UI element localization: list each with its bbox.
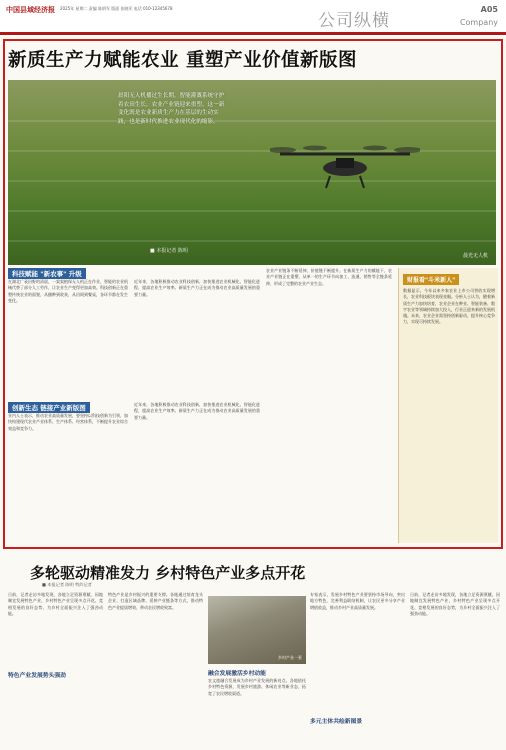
- section-subtitle: Company: [459, 18, 498, 27]
- second-subhead-3: 多元主体共绘新图景: [310, 719, 363, 725]
- second-photo: [208, 596, 306, 664]
- lead-headline: 新质生产力赋能农业 重塑产业价值新版图: [8, 50, 357, 71]
- lead-photo: [8, 80, 496, 265]
- lead-byline: ■ 本报记者 陈明: [150, 248, 188, 254]
- lead-subhead-2: 创新生态 链接产业新版图: [8, 402, 90, 413]
- lead-body-col5: 近年来，各地积极推动农业科技创新，加快推进农业机械化、智能化进程，提高农业生产效率。新质生产力正在成为推动农业高质量发展的重要力量。: [134, 402, 260, 420]
- lead-body-col3: 农业产业链条不断延伸，价值链不断提升。在新质生产力的赋能下，农业产业链正在重塑，从单一的生产环节向加工、流通、销售等全链条延伸，形成了完整的农业产业生态。: [266, 268, 392, 286]
- second-headline: 多轮驱动精准发力 乡村特色产业多点开花: [30, 564, 306, 582]
- lead-photo-caption: 晨光无人机: [462, 253, 488, 259]
- lead-body-col4: 业内人士表示，推动农业高质量发展，要坚持以科技创新为引领，加快构建现代农业产业体系、生产体系、经营体系，不断提升农业综合效益和竞争力。: [8, 413, 128, 431]
- lead-lede: 晨阳无人机播过生长期，智能灌溉系统守护着农田生长，农业产业链迎来重塑。这一新变化既是农业新质生产力在基层的生动实践，也是新时代推进农业现代化的缩影。: [118, 93, 225, 125]
- second-photo-caption: 乡村产业一景: [278, 655, 302, 660]
- lead-body-col1: 在湖北广袤田野的清晨，一架架植保无人机正在作业，智能的农业机械代替了部分人工劳作，让农业生产变得更加高效。科技创新正在重塑传统农业的面貌，从播种到收获，从田间到餐桌，各环节都在发生变化。: [8, 279, 128, 303]
- section-title: 公司纵横: [318, 11, 390, 31]
- second-byline: ■ 本报记者 陈明 特约记者: [42, 582, 92, 587]
- second-body-col2: 特色产业是乡村振兴的重要支撑。各地通过培育龙头企业、打造区域品牌、延伸产业链条等方式，推动特色产业提质增效，带动农民增收致富。: [108, 592, 203, 610]
- page-number: A05: [480, 5, 498, 14]
- newspaper-name: 中国县域经济报: [6, 6, 55, 14]
- second-subhead-2: 融合发展激活乡村动能: [208, 671, 266, 677]
- sidebar-label: 财报看"斗米新人": [403, 274, 459, 285]
- lead-body-col2: 近年来，各地积极推动农业科技创新，加快推进农业机械化、智能化进程，提高农业生产效率。新质生产力正在成为推动农业高质量发展的重要力量。: [134, 279, 260, 297]
- sidebar-body: 数据显示，今年以来多家农业上市公司营收实现增长，农业科技板块表现亮眼。分析人士认为，随着新质生产力加快培育，农业企业在种业、智能装备、数字农业等领域持续加大投入，行业正迎来新的发展机遇。未来，农业企业需坚持创新驱动，提升核心竞争力，实现可持续发展。: [403, 288, 495, 325]
- drone-icon: [270, 140, 420, 190]
- second-body-col4: 专家表示，发展乡村特色产业要坚持市场导向，突出地方特色，完善利益联结机制，让农民更多分享产业增值收益，推动乡村产业高质量发展。: [310, 592, 405, 610]
- issue-meta: 2025年 星期二 责编 陈炳军 版面 张晓军 电话 010-12345678: [60, 6, 173, 11]
- sidebar-box: [398, 268, 498, 543]
- second-body-col1: 日前，记者走访多地发现，各地立足资源禀赋，因地制宜发展特色产业，乡村特色产业呈现多点开花、竞相发展的良好态势，为乡村全面振兴注入了强劲动能。: [8, 592, 103, 616]
- second-subhead-1: 特色产业发展势头强劲: [8, 673, 66, 679]
- masthead-rule: [0, 32, 506, 35]
- lead-subhead-1: 科技赋能 "新农事" 升级: [8, 268, 86, 279]
- second-body-col5: 日前，记者走访多地发现，各地立足资源禀赋，因地制宜发展特色产业，乡村特色产业呈现多点开花、竞相发展的良好态势，为乡村全面振兴注入了强劲动能。: [410, 592, 500, 616]
- second-body-col3: 农文旅融合发展成为乡村产业发展的新亮点。各地依托乡村特色资源，发展乡村旅游、休闲农业等新业态，拓宽了农民增收渠道。: [208, 678, 306, 696]
